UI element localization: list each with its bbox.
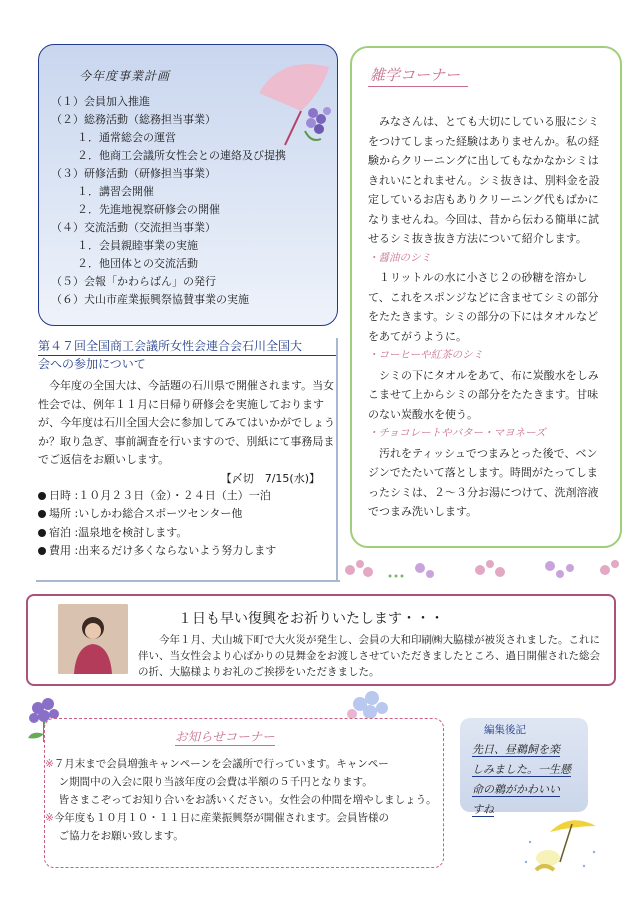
convention-section (38, 338, 338, 578)
trivia-section-heading: ・醤油のシミ (368, 251, 431, 264)
notice-title: お知らせコーナー (175, 729, 275, 744)
trivia-title: 雑学コーナー (370, 66, 461, 84)
trivia-box (350, 46, 622, 548)
plan-item: （２）総務活動（総務担当事業） (51, 113, 216, 126)
plan-item: （３）研修活動（研修担当事業） (51, 167, 216, 180)
detail-text: 日時 :１０月２３日（金）・２４日（土）一泊 (49, 488, 271, 502)
plan-subitem: １．講習会開催 (77, 185, 154, 198)
trivia-section-heading: ・チョコレートやバター・マヨネーズ (368, 427, 546, 439)
bullet-icon (38, 492, 46, 500)
recovery-body: 今年１月、犬山城下町で大火災が発生し、会員の大和印刷㈱大脇様が被災されました。これに伴い、当女性会より心ばかりの見舞金をお渡しさせていただきましたところ、過日開催された総会の折、大脇様よりお礼のご挨拶をいただきました。 (138, 634, 600, 678)
notice-item-2-line: ご協力をお願い致します。 (58, 830, 184, 842)
editor-note-box (460, 718, 588, 816)
convention-title-line1: 第４７回全国商工会議所女性会連合会石川全国大 (38, 338, 338, 356)
plan-item: （５）会報「かわらばん」の発行 (51, 275, 216, 288)
notice-item-text: 今年度も１０月１０・１１日に産業振興祭が開催されます。会員皆様の (53, 812, 389, 824)
convention-right-border (336, 338, 338, 582)
detail-row (38, 487, 338, 506)
trivia-title-underline (368, 86, 468, 87)
person-icon (58, 604, 128, 674)
trivia-body (368, 112, 608, 522)
editor-line: すね (472, 803, 494, 816)
convention-details (38, 487, 338, 561)
editor-title: 編集後記 (484, 724, 526, 736)
plan-item: （４）交流活動（交流担当事業） (51, 221, 216, 234)
detail-row (38, 505, 338, 524)
notice-item-1-line (45, 755, 437, 773)
notice-mark: ※ (45, 758, 54, 770)
notice-item-2-line (45, 809, 437, 827)
trivia-section-text: １リットルの水に小さじ２の砂糖を溶かして、これをスポンジなどに含ませてシミの部分をたたきます。シミの部分の下にはタオルなどをあてがうように。 (368, 271, 599, 343)
convention-title (38, 338, 338, 373)
trivia-section-text: シミの下にタオルをあて、布に炭酸水をしみこませて上からシミの部分をたたきます。甘味のない炭酸水を使う。 (368, 368, 599, 421)
plan-item: （６）犬山市産業振興祭協賛事業の実施 (51, 293, 249, 306)
plan-subitem: ２．先進地視察研修会の開催 (77, 203, 220, 216)
plan-subitem: ２．他団体との交流活動 (77, 257, 198, 270)
umbrella-figure-icon (520, 812, 604, 882)
bullet-icon (38, 547, 46, 555)
detail-text: 費用 :出来るだけ多くならないよう努力します (49, 544, 277, 557)
notice-item-text: ７月末まで会員増強キャンペーンを会議所で行っています。キャンペー (53, 758, 389, 770)
convention-deadline: 【〆切 7/15(水)】 (220, 471, 320, 485)
notice-mark: ※ (45, 812, 54, 824)
convention-body: 今年度の全国大は、今話題の石川県で開催されます。当女性会では、例年１１月に日帰り研修会を実施しておりますが、今年度は石川全国大会に参加してみてはいかがでしょうか？取り急ぎ、事前調査を行いますので、別紙にて事務局までご返信をお願いします。 (38, 379, 335, 466)
notice-body (45, 755, 437, 845)
recovery-box (26, 594, 616, 686)
editor-line: しみました。一生懸 (472, 763, 571, 776)
editor-line: 命の鵜がかわいい (472, 783, 560, 796)
plan-subitem: １．会員親睦事業の実施 (77, 239, 198, 252)
speaker-photo (58, 604, 128, 674)
detail-text: 宿泊 :温泉地を検討します。 (49, 525, 188, 539)
detail-text: 場所 :いしかわ総合スポーツセンター他 (49, 507, 243, 520)
detail-row (38, 524, 338, 543)
flowers-decoration-icon (330, 552, 630, 584)
bullet-icon (38, 510, 46, 518)
plan-item: （１）会員加入推進 (51, 95, 150, 108)
bullet-icon (38, 529, 46, 537)
trivia-section-heading: ・コーヒーや紅茶のシミ (368, 349, 484, 361)
convention-title-line2: 会への参加について (38, 357, 146, 371)
recovery-title: １日も早い復興をお祈りいたします・・・ (178, 611, 444, 627)
plan-box (38, 44, 338, 326)
notice-item-1-line: ン期間中の入会に限り当該年度の会費は半額の５千円となります。 (58, 776, 373, 788)
convention-bottom-border (36, 580, 340, 582)
plan-title: 今年度事業計画 (79, 69, 171, 83)
plan-subitem: ２．他商工会議所女性会との連絡及び提携 (77, 149, 286, 162)
notice-box (44, 718, 444, 868)
editor-line: 先日、昼鵜飼を楽 (472, 743, 560, 756)
detail-row (38, 542, 338, 561)
trivia-section-text: 汚れをティッシュでつまみとった後で、ベンジンでたたいて落とします。時間がたってしまったシミは、２～３分お湯につけて、洗剤溶液でつまみ洗いします。 (368, 446, 599, 518)
plan-list (51, 93, 286, 309)
editor-body (472, 740, 584, 820)
notice-item-1-line: 皆さまこぞってお知り合いをお誘いください。女性会の仲間を増やしましょう。 (58, 794, 437, 806)
trivia-intro: みなさんは、とても大切にしている服にシミをつけてしまった経験はありませんか。私の経験からクリーニングに出してもなかなかシミはきれいにとれません。シミ抜きは、別料金を設定しているお店もありクリーニング代もばかになりませんね。今回は、昔から伝わる簡単に試せるシミ抜き抜き方法について紹介します。 (368, 115, 600, 245)
plan-subitem: １．通常総会の運営 (77, 131, 176, 144)
